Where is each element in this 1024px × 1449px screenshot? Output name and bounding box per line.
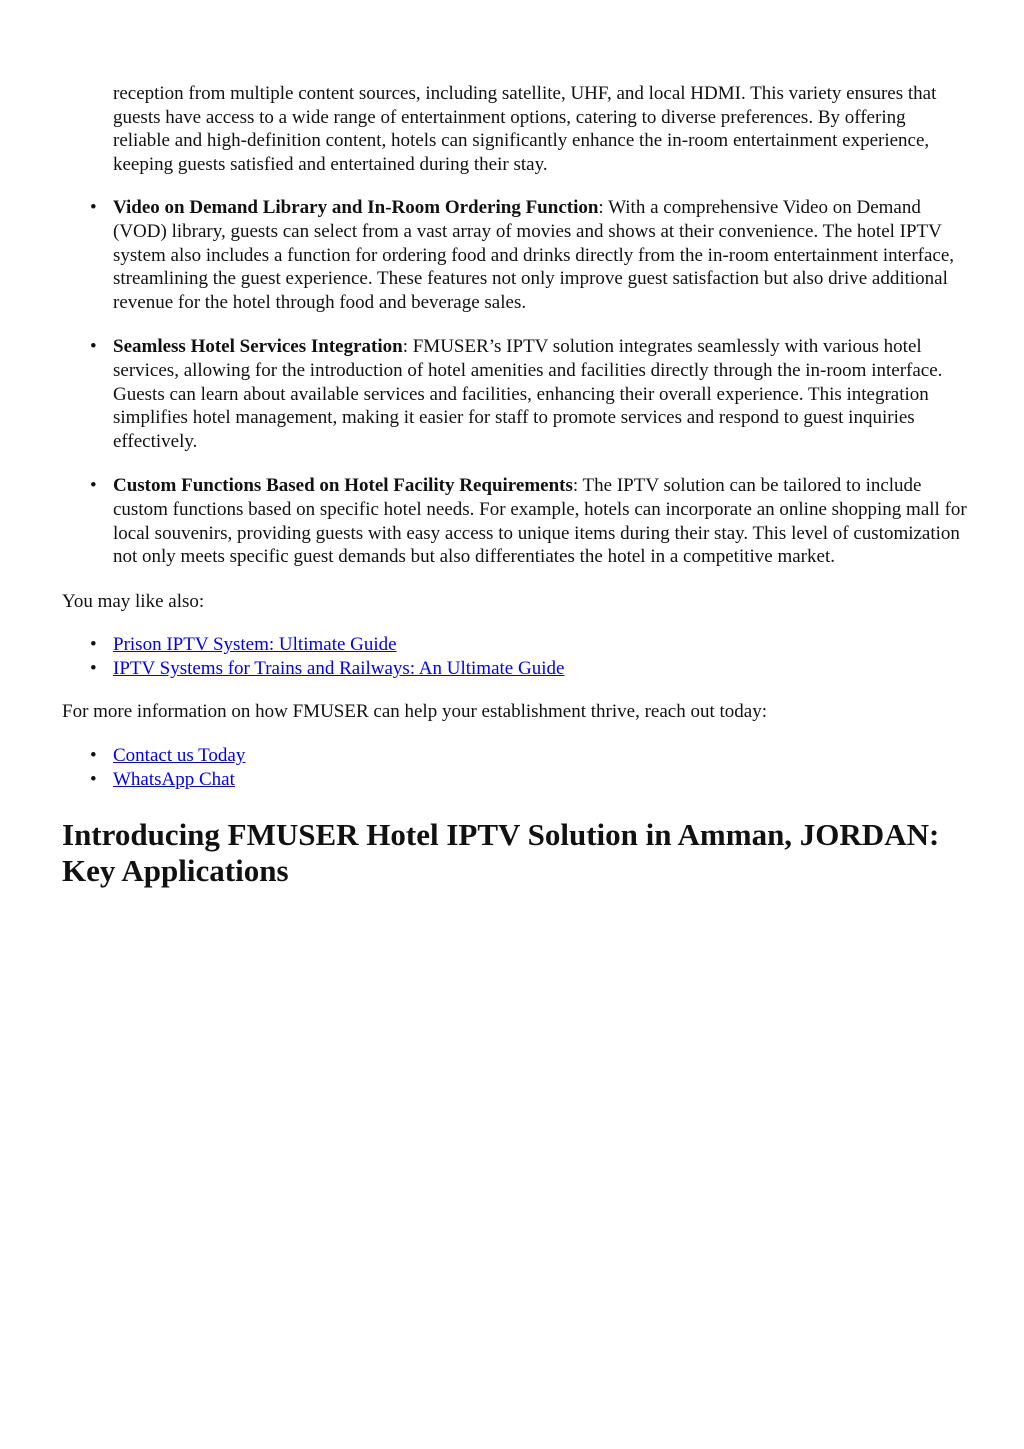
feature-text: : With a comprehensive Video on Demand (VOD) library, guests can select from a vast array of movies and shows at their convenience. The hotel IPTV system also includes a function for ordering food and drinks directly from the in-room entertainment interface, streamlining the guest experience. These features not only improve guest satisfaction but also drive additional revenue for the hotel through food and beverage sales.: [113, 197, 955, 313]
feature-title: Video on Demand Library and In-Room Ordering Function: [113, 197, 599, 219]
feature-item-services-integration: [62, 335, 967, 453]
trains-railways-iptv-guide-link[interactable]: IPTV Systems for Trains and Railways: An Ultimate Guide: [113, 657, 565, 679]
intro-continuation-paragraph: reception from multiple content sources, including satellite, UHF, and local HDMI. This variety ensures that guests have access to a wide range of entertainment options, catering to diverse preferences. By offering reliable and high-definition content, hotels can significantly enhance the in-room entertainment experience, keeping guests satisfied and entertained during their stay.: [113, 83, 937, 175]
list-item: [62, 768, 967, 792]
section-heading: Introducing FMUSER Hotel IPTV Solution in Amman, JORDAN: Key Applications: [62, 817, 940, 889]
feature-item-custom-functions: [62, 474, 967, 568]
list-item: [62, 744, 967, 768]
features-list: [62, 196, 967, 568]
contact-us-link[interactable]: Contact us Today: [113, 745, 246, 767]
may-like-label: You may like also:: [62, 590, 205, 612]
contact-links: [62, 744, 967, 791]
prison-iptv-guide-link[interactable]: Prison IPTV System: Ultimate Guide: [113, 634, 397, 656]
may-like-links: [62, 633, 967, 680]
whatsapp-chat-link[interactable]: WhatsApp Chat: [113, 768, 235, 790]
feature-title: Custom Functions Based on Hotel Facility Requirements: [113, 475, 573, 497]
list-item: [62, 633, 967, 657]
feature-title: Seamless Hotel Services Integration: [113, 336, 403, 358]
feature-item-vod: [62, 196, 967, 314]
feature-text: : FMUSER’s IPTV solution integrates seamlessly with various hotel services, allowing for the introduction of hotel amenities and facilities directly through the in-room interface. Guests can learn about available services and facilities, enhancing their overall experience. This integration simplifies hotel management, making it easier for staff to promote services and respond to guest inquiries effectively.: [113, 336, 943, 452]
list-item: [62, 657, 967, 681]
feature-text: : The IPTV solution can be tailored to include custom functions based on specific hotel needs. For example, hotels can incorporate an online shopping mall for local souvenirs, providing guests with easy access to unique items during their stay. This level of customization not only meets specific guest demands but also differentiates the hotel in a competitive market.: [113, 475, 967, 568]
document-page: [62, 82, 967, 889]
contact-label: For more information on how FMUSER can help your establishment thrive, reach out today:: [62, 701, 767, 723]
